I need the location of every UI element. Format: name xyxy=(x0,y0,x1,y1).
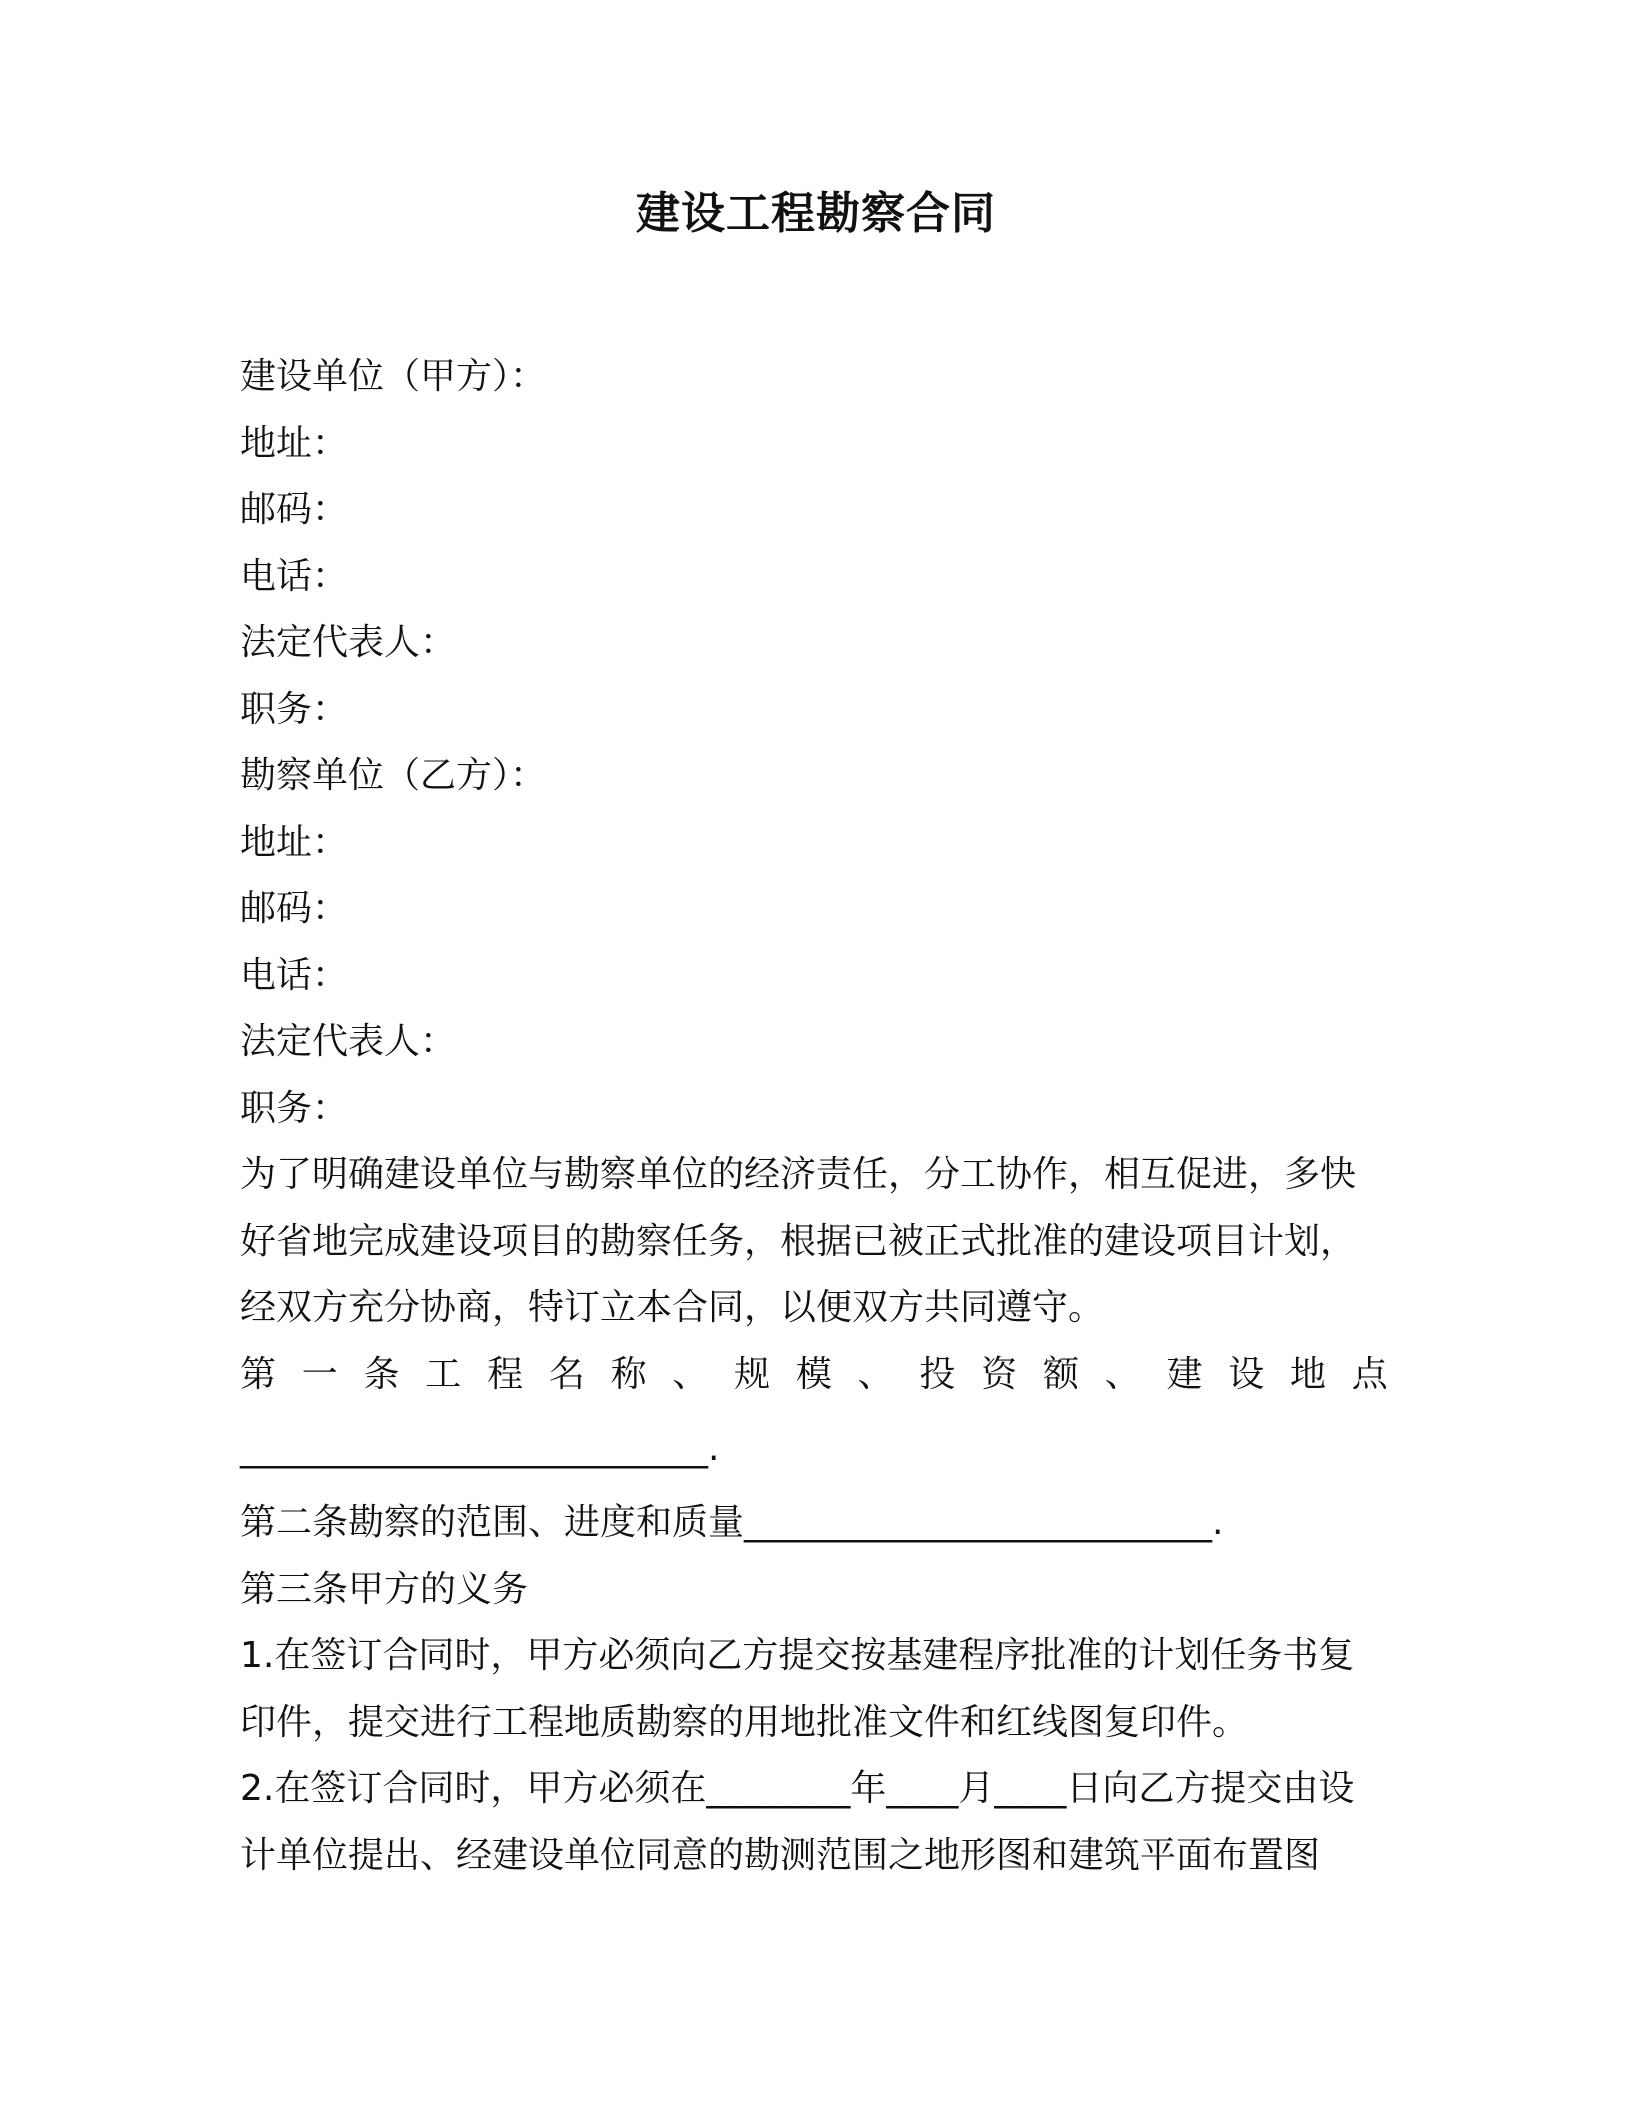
article-1-char: 条 xyxy=(363,1353,400,1395)
party-b-legal-rep: 法定代表人： xyxy=(240,1021,457,1062)
party-a-unit: 建设单位（甲方）： xyxy=(240,356,547,397)
article-1-char: 称 xyxy=(610,1353,647,1395)
party-a-legal-rep: 法定代表人： xyxy=(240,622,457,663)
party-b-phone: 电话： xyxy=(240,954,349,996)
article-1-char: 地 xyxy=(1290,1353,1327,1395)
article-3-item-1: 1.在签订合同时，甲方必须向乙方提交按基建程序批准的计划任务书复印件，提交进行工程地质勘察的用地批准文件和红线图复印件。 xyxy=(240,1635,1355,1743)
party-b-address: 地址： xyxy=(240,821,349,863)
party-a-phone: 电话： xyxy=(240,555,349,597)
article-1-char: 一 xyxy=(301,1353,338,1395)
article-1-blank: __________________________. xyxy=(240,1428,720,1469)
party-a-position: 职务： xyxy=(240,688,349,730)
article-1-char: 设 xyxy=(1228,1353,1265,1395)
article-1-heading xyxy=(240,1342,1388,1409)
article-1-char: 额 xyxy=(1042,1353,1079,1395)
party-a-postcode: 邮码： xyxy=(240,489,349,530)
article-3-title: 第三条甲方的义务 xyxy=(240,1568,529,1610)
document-title: 建设工程勘察合同 xyxy=(636,188,996,239)
article-1-char: 工 xyxy=(425,1353,462,1395)
article-1-char: 点 xyxy=(1351,1353,1388,1395)
party-b-postcode: 邮码： xyxy=(240,888,349,929)
article-1-char: 、 xyxy=(1104,1353,1141,1395)
party-a-address: 地址： xyxy=(240,422,349,464)
article-1-char: 第 xyxy=(240,1353,277,1395)
article-1-char: 资 xyxy=(981,1353,1018,1395)
article-2: 第二条勘察的范围、进度和质量__________________________. xyxy=(240,1502,1224,1543)
party-b-position: 职务： xyxy=(240,1087,349,1129)
preamble-paragraph: 为了明确建设单位与勘察单位的经济责任，分工协作，相互促进，多快好省地完成建设项目的勘察任务，根据已被正式批准的建设项目计划，经双方充分协商，特订立本合同，以便双方共同遵守。 xyxy=(240,1154,1357,1328)
article-1-char: 建 xyxy=(1166,1353,1203,1395)
article-1-char: 、 xyxy=(857,1353,894,1395)
article-1-char: 规 xyxy=(734,1353,771,1395)
article-1-char: 投 xyxy=(919,1353,956,1395)
article-3-item-2: 2.在签订合同时，甲方必须在________年____月____日向乙方提交由设计单位提出、经建设单位同意的勘测范围之地形图和建筑平面布置图 xyxy=(240,1768,1355,1876)
article-1-char: 程 xyxy=(487,1353,524,1395)
party-b-unit: 勘察单位（乙方）： xyxy=(240,755,547,796)
article-1-char: 名 xyxy=(548,1353,585,1395)
article-1-char: 模 xyxy=(795,1353,832,1395)
article-1-char: 、 xyxy=(672,1353,709,1395)
document-body xyxy=(240,344,1388,1889)
